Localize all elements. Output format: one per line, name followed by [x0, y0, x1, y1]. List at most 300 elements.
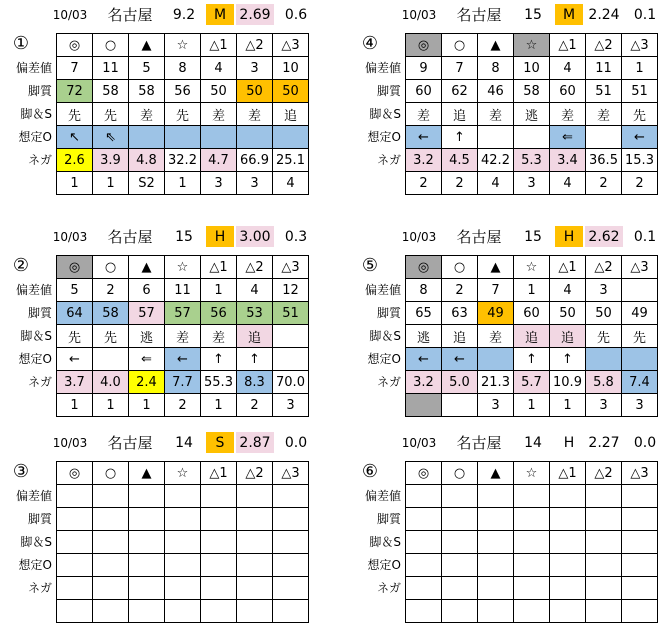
running-style-cell: 先 — [93, 325, 129, 348]
mark-cell: ○ — [442, 256, 478, 279]
negative-cell — [514, 600, 550, 623]
leg-speed-cell — [622, 554, 658, 577]
deviation-cell: 58 — [93, 80, 129, 103]
leg-speed-cell — [442, 554, 478, 577]
mark-cell: ☆ — [165, 256, 201, 279]
leg-speed-cell: ↑ — [514, 348, 550, 371]
expected-odds-cell: 42.2 — [478, 149, 514, 172]
expected-odds-cell — [165, 577, 201, 600]
race-header — [4, 4, 330, 25]
running-style-cell: 逃 — [406, 325, 442, 348]
horse-number-cell: 1 — [201, 279, 237, 302]
row-label: 想定O — [18, 130, 52, 144]
race-number-badge: ③ — [12, 461, 30, 482]
row-label: 想定O — [367, 558, 401, 572]
row-label: 偏差値 — [364, 489, 401, 503]
mark-cell: ▲ — [478, 462, 514, 485]
leg-speed-row — [57, 126, 309, 149]
negative-cell: 4 — [478, 172, 514, 195]
horse-number-cell: 11 — [93, 57, 129, 80]
leg-speed-cell — [586, 554, 622, 577]
deviation-cell: 46 — [478, 80, 514, 103]
race-number-badge: ⑥ — [361, 461, 379, 482]
running-style-row — [57, 325, 309, 348]
row-label: 脚質 — [27, 84, 52, 98]
horse-number-cell: 10 — [273, 57, 309, 80]
expected-odds-row — [57, 149, 309, 172]
mark-cell: ▲ — [478, 256, 514, 279]
deviation-cell — [550, 508, 586, 531]
deviation-cell — [442, 508, 478, 531]
leg-speed-cell: ← — [442, 348, 478, 371]
header-date: 10/03 — [52, 436, 88, 450]
deviation-cell: 58 — [93, 302, 129, 325]
mark-cell: ▲ — [478, 34, 514, 57]
horse-number-cell: 4 — [201, 57, 237, 80]
header-distance: 15 — [175, 229, 193, 245]
horse-number-cell: 2 — [442, 279, 478, 302]
mark-cell: ☆ — [165, 462, 201, 485]
header-grade: S — [206, 432, 234, 453]
row-label: 脚質 — [27, 512, 52, 526]
leg-speed-row — [57, 348, 309, 371]
horse-number-cell: 1 — [514, 279, 550, 302]
negative-cell — [201, 600, 237, 623]
deviation-row — [406, 80, 658, 103]
mark-cell: ○ — [93, 256, 129, 279]
expected-odds-cell: 3.7 — [57, 371, 93, 394]
negative-cell: 1 — [514, 394, 550, 417]
negative-cell — [622, 600, 658, 623]
negative-cell: 3 — [478, 394, 514, 417]
header-date: 10/03 — [52, 230, 88, 244]
horse-number-cell: 11 — [165, 279, 201, 302]
negative-row — [57, 600, 309, 623]
deviation-cell — [478, 508, 514, 531]
horse-number-cell: 11 — [586, 57, 622, 80]
mark-cell: ◎ — [406, 462, 442, 485]
expected-odds-row — [57, 577, 309, 600]
leg-speed-cell: ← — [165, 348, 201, 371]
leg-speed-cell — [201, 126, 237, 149]
negative-cell: 3 — [586, 394, 622, 417]
leg-speed-cell: ↑ — [237, 348, 273, 371]
leg-speed-cell — [273, 348, 309, 371]
deviation-row — [57, 80, 309, 103]
mark-cell: ☆ — [165, 34, 201, 57]
race-panel — [4, 226, 330, 422]
row-label: 脚＆S — [369, 535, 401, 549]
mark-cell: ○ — [442, 34, 478, 57]
expected-odds-cell: 3.9 — [93, 149, 129, 172]
header-distance: 15 — [524, 7, 542, 23]
mark-cell: △1 — [201, 34, 237, 57]
running-style-cell — [550, 531, 586, 554]
deviation-cell: 60 — [406, 80, 442, 103]
row-label: 想定O — [18, 352, 52, 366]
expected-odds-cell — [478, 577, 514, 600]
header-distance: 15 — [524, 229, 542, 245]
row-label: 偏差値 — [364, 283, 401, 297]
negative-cell: 2 — [406, 172, 442, 195]
negative-cell — [57, 600, 93, 623]
expected-odds-row — [406, 149, 658, 172]
running-style-cell: 差 — [550, 103, 586, 126]
expected-odds-cell — [273, 577, 309, 600]
expected-odds-cell: 2.4 — [129, 371, 165, 394]
marks-row — [57, 256, 309, 279]
marks-row — [57, 34, 309, 57]
expected-odds-cell: 25.1 — [273, 149, 309, 172]
leg-speed-cell — [622, 348, 658, 371]
horse-number-cell — [57, 485, 93, 508]
negative-row — [406, 394, 658, 417]
deviation-cell: 50 — [586, 302, 622, 325]
mark-cell: △3 — [273, 462, 309, 485]
header-extra: 0.0 — [633, 435, 657, 451]
horse-number-row — [57, 57, 309, 80]
negative-cell — [442, 600, 478, 623]
horse-number-cell — [237, 485, 273, 508]
negative-cell — [273, 600, 309, 623]
deviation-cell: 51 — [622, 80, 658, 103]
deviation-cell: 50 — [237, 80, 273, 103]
expected-odds-cell: 36.5 — [586, 149, 622, 172]
running-style-cell — [514, 531, 550, 554]
mark-cell: ○ — [442, 462, 478, 485]
running-style-cell: 差 — [478, 325, 514, 348]
expected-odds-cell — [201, 577, 237, 600]
negative-cell — [550, 600, 586, 623]
expected-odds-cell: 10.9 — [550, 371, 586, 394]
expected-odds-cell: 32.2 — [165, 149, 201, 172]
deviation-cell: 50 — [273, 80, 309, 103]
expected-odds-cell: 7.7 — [165, 371, 201, 394]
negative-cell: 2 — [237, 394, 273, 417]
mark-cell: ◎ — [57, 256, 93, 279]
expected-odds-cell — [129, 577, 165, 600]
header-date: 10/03 — [401, 230, 437, 244]
running-style-row — [57, 103, 309, 126]
marks-row — [406, 34, 658, 57]
running-style-cell: 先 — [57, 325, 93, 348]
header-venue: 名古屋 — [107, 228, 153, 246]
race-number-badge: ② — [12, 255, 30, 276]
deviation-cell — [93, 508, 129, 531]
horse-number-cell — [550, 485, 586, 508]
running-style-cell — [273, 325, 309, 348]
leg-speed-cell: ← — [406, 126, 442, 149]
race-number-badge: ④ — [361, 33, 379, 54]
negative-cell: 1 — [93, 172, 129, 195]
running-style-cell — [442, 531, 478, 554]
deviation-cell: 60 — [514, 302, 550, 325]
picks-table — [56, 33, 309, 195]
negative-cell: 3 — [201, 172, 237, 195]
leg-speed-cell: ← — [622, 126, 658, 149]
expected-odds-cell: 5.0 — [442, 371, 478, 394]
row-labels — [4, 57, 56, 172]
header-score: 2.87 — [236, 432, 274, 453]
deviation-cell: 56 — [165, 80, 201, 103]
horse-number-cell: 5 — [57, 279, 93, 302]
row-labels — [353, 57, 405, 172]
mark-cell: ▲ — [129, 462, 165, 485]
mark-cell: ◎ — [57, 34, 93, 57]
running-style-cell: 追 — [514, 325, 550, 348]
expected-odds-cell: 4.5 — [442, 149, 478, 172]
row-labels — [353, 485, 405, 600]
horse-number-cell: 7 — [57, 57, 93, 80]
mark-cell: ▲ — [129, 256, 165, 279]
race-header — [353, 432, 664, 453]
negative-cell: 2 — [165, 394, 201, 417]
negative-cell: 2 — [442, 172, 478, 195]
horse-number-cell: 5 — [129, 57, 165, 80]
running-style-cell: 先 — [622, 103, 658, 126]
picks-table — [405, 255, 658, 417]
negative-cell: 4 — [550, 172, 586, 195]
expected-odds-cell — [586, 577, 622, 600]
header-extra: 0.6 — [284, 7, 308, 23]
header-grade: H — [563, 435, 575, 451]
leg-speed-cell — [586, 126, 622, 149]
leg-speed-cell — [514, 554, 550, 577]
mark-cell: △2 — [237, 256, 273, 279]
negative-cell — [93, 600, 129, 623]
mark-cell: ◎ — [406, 256, 442, 279]
horse-number-cell: 3 — [237, 57, 273, 80]
header-score: 3.00 — [236, 226, 274, 247]
expected-odds-cell: 4.8 — [129, 149, 165, 172]
deviation-cell — [237, 508, 273, 531]
row-label: 脚質 — [376, 306, 401, 320]
expected-odds-cell: 5.8 — [586, 371, 622, 394]
negative-cell: 1 — [201, 394, 237, 417]
deviation-cell: 51 — [273, 302, 309, 325]
row-label: ネガ — [376, 153, 401, 167]
row-label: 脚＆S — [20, 329, 52, 343]
expected-odds-cell — [406, 577, 442, 600]
horse-number-cell: 6 — [129, 279, 165, 302]
mark-cell: ◎ — [406, 34, 442, 57]
running-style-row — [406, 103, 658, 126]
running-style-cell: 差 — [165, 325, 201, 348]
expected-odds-cell: 66.9 — [237, 149, 273, 172]
deviation-cell: 53 — [237, 302, 273, 325]
expected-odds-cell — [93, 577, 129, 600]
expected-odds-cell: 2.6 — [57, 149, 93, 172]
horse-number-row — [406, 279, 658, 302]
leg-speed-cell — [478, 126, 514, 149]
horse-number-row — [406, 57, 658, 80]
header-extra: 0.3 — [284, 229, 308, 245]
expected-odds-cell: 4.0 — [93, 371, 129, 394]
running-style-cell — [406, 531, 442, 554]
deviation-cell: 50 — [550, 302, 586, 325]
leg-speed-cell — [550, 554, 586, 577]
marks-row — [57, 462, 309, 485]
horse-number-cell: 1 — [622, 57, 658, 80]
running-style-cell: 差 — [129, 103, 165, 126]
negative-cell: 3 — [237, 172, 273, 195]
negative-row — [57, 172, 309, 195]
expected-odds-cell: 7.4 — [622, 371, 658, 394]
leg-speed-cell — [165, 554, 201, 577]
deviation-cell — [201, 508, 237, 531]
running-style-cell: 追 — [442, 103, 478, 126]
running-style-cell: 追 — [550, 325, 586, 348]
negative-cell: 1 — [57, 172, 93, 195]
deviation-row — [57, 508, 309, 531]
running-style-cell: 先 — [622, 325, 658, 348]
deviation-cell: 49 — [622, 302, 658, 325]
negative-cell: 1 — [550, 394, 586, 417]
leg-speed-row — [406, 126, 658, 149]
leg-speed-cell — [201, 554, 237, 577]
horse-number-cell — [622, 485, 658, 508]
marks-row — [406, 256, 658, 279]
header-score: 2.69 — [236, 4, 274, 25]
leg-speed-cell — [478, 348, 514, 371]
deviation-cell: 57 — [165, 302, 201, 325]
leg-speed-cell — [273, 126, 309, 149]
header-venue: 名古屋 — [107, 6, 153, 24]
running-style-cell — [165, 531, 201, 554]
mark-cell: △2 — [237, 34, 273, 57]
leg-speed-cell — [237, 126, 273, 149]
header-date: 10/03 — [401, 436, 437, 450]
expected-odds-cell: 3.4 — [550, 149, 586, 172]
running-style-row — [406, 531, 658, 554]
deviation-cell — [514, 508, 550, 531]
deviation-cell — [622, 508, 658, 531]
expected-odds-cell: 3.2 — [406, 149, 442, 172]
row-label: 想定O — [18, 558, 52, 572]
horse-number-cell: 10 — [514, 57, 550, 80]
leg-speed-row — [406, 348, 658, 371]
running-style-cell — [478, 531, 514, 554]
negative-cell — [406, 394, 442, 417]
horse-number-cell — [514, 485, 550, 508]
picks-table — [56, 461, 309, 623]
mark-cell: ○ — [93, 462, 129, 485]
negative-cell — [442, 394, 478, 417]
mark-cell: △1 — [550, 34, 586, 57]
deviation-row — [406, 302, 658, 325]
row-label: 偏差値 — [364, 61, 401, 75]
running-style-cell — [201, 531, 237, 554]
row-label: ネガ — [27, 375, 52, 389]
negative-row — [57, 394, 309, 417]
header-venue: 名古屋 — [456, 6, 502, 24]
leg-speed-cell — [129, 554, 165, 577]
deviation-cell — [406, 508, 442, 531]
deviation-cell: 64 — [57, 302, 93, 325]
deviation-cell — [57, 508, 93, 531]
row-label: 偏差値 — [15, 489, 52, 503]
race-header — [353, 226, 664, 247]
running-style-cell: 差 — [237, 103, 273, 126]
header-extra: 0.1 — [633, 7, 657, 23]
mark-cell: ☆ — [514, 256, 550, 279]
leg-speed-cell: ⇐ — [129, 348, 165, 371]
row-label: ネガ — [376, 581, 401, 595]
deviation-cell — [586, 508, 622, 531]
leg-speed-cell: ↑ — [442, 126, 478, 149]
mark-cell: △1 — [550, 256, 586, 279]
leg-speed-row — [57, 554, 309, 577]
negative-cell: 1 — [165, 172, 201, 195]
negative-cell: 2 — [622, 172, 658, 195]
running-style-cell: 差 — [478, 103, 514, 126]
horse-number-cell — [586, 485, 622, 508]
race-number-badge: ① — [12, 33, 30, 54]
negative-cell — [586, 600, 622, 623]
header-score: 2.62 — [585, 226, 623, 247]
expected-odds-row — [406, 371, 658, 394]
running-style-cell — [129, 531, 165, 554]
horse-number-cell — [129, 485, 165, 508]
running-style-cell — [57, 531, 93, 554]
header-extra: 0.1 — [633, 229, 657, 245]
race-header — [4, 226, 330, 247]
horse-number-cell: 4 — [550, 57, 586, 80]
race-panel — [353, 432, 664, 628]
header-extra: 0.0 — [284, 435, 308, 451]
expected-odds-cell — [442, 577, 478, 600]
running-style-cell — [586, 531, 622, 554]
horse-number-cell — [93, 485, 129, 508]
leg-speed-row — [406, 554, 658, 577]
row-label: 想定O — [367, 352, 401, 366]
race-panel — [4, 4, 330, 200]
picks-table — [405, 461, 658, 623]
horse-number-cell — [165, 485, 201, 508]
header-date: 10/03 — [401, 8, 437, 22]
expected-odds-cell: 55.3 — [201, 371, 237, 394]
mark-cell: △3 — [273, 256, 309, 279]
horse-number-cell — [478, 485, 514, 508]
expected-odds-cell: 4.7 — [201, 149, 237, 172]
header-grade: M — [555, 4, 583, 25]
row-label: 想定O — [367, 130, 401, 144]
negative-row — [406, 600, 658, 623]
row-labels — [4, 279, 56, 394]
running-style-cell: 追 — [442, 325, 478, 348]
mark-cell: △2 — [237, 462, 273, 485]
header-venue: 名古屋 — [456, 228, 502, 246]
horse-number-cell: 12 — [273, 279, 309, 302]
running-style-cell: 差 — [586, 103, 622, 126]
header-score: 2.27 — [588, 435, 620, 451]
row-label: 脚質 — [376, 84, 401, 98]
horse-number-cell — [622, 279, 658, 302]
race-header — [353, 4, 664, 25]
mark-cell: ☆ — [514, 34, 550, 57]
leg-speed-cell — [406, 554, 442, 577]
horse-number-cell: 7 — [442, 57, 478, 80]
running-style-cell: 先 — [165, 103, 201, 126]
expected-odds-cell: 5.3 — [514, 149, 550, 172]
mark-cell: ◎ — [57, 462, 93, 485]
horse-number-cell: 3 — [586, 279, 622, 302]
mark-cell: ○ — [93, 34, 129, 57]
deviation-cell: 60 — [550, 80, 586, 103]
negative-cell: 1 — [129, 394, 165, 417]
negative-cell: 2 — [586, 172, 622, 195]
leg-speed-cell: ↑ — [550, 348, 586, 371]
